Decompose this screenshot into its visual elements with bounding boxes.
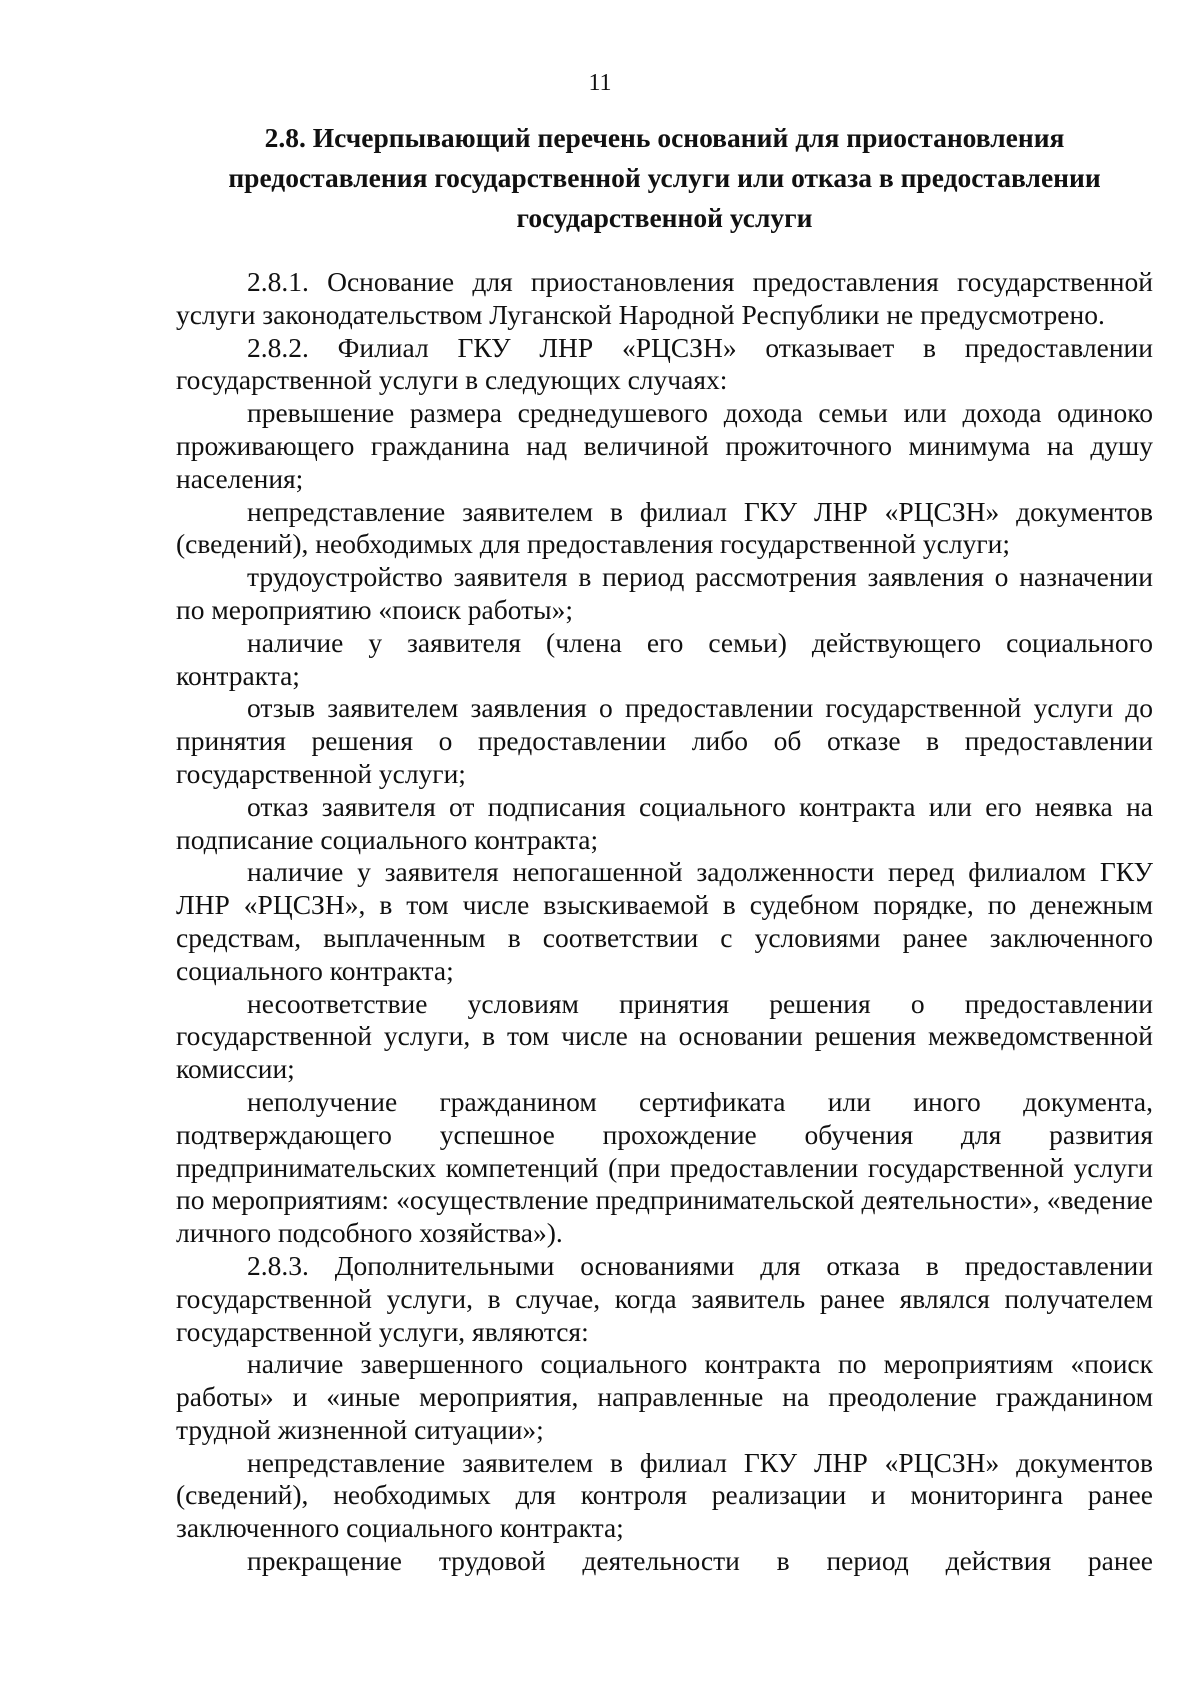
list-item: превышение размера среднедушевого дохода семьи или дохода одиноко проживающего гражданина над величиной прожиточного минимума на душу населения; [176, 397, 1153, 494]
list-item: прекращение трудовой деятельности в период действия ранее [247, 1545, 1153, 1577]
page-number: 11 [588, 70, 612, 96]
paragraph-2-8-3: 2.8.3. Дополнительными основаниями для отказа в предоставлении государственной услуги, в случае, когда заявитель ранее являлся получателем государственной услуги, являются: [176, 1249, 1153, 1347]
section-heading-line: государственной услуги [516, 202, 813, 233]
list-item: трудоустройство заявителя в период рассмотрения заявления о назначении по мероприятию «поиск работы»; [176, 561, 1153, 625]
list-item: непредставление заявителем в филиал ГКУ ЛНР «РЦСЗН» документов (сведений), необходимых для контроля реализации и мониторинга ранее заключенного социального контракта; [176, 1446, 1153, 1544]
list-item: отказ заявителя от подписания социального контракта или его неявка на подписание социального контракта; [176, 790, 1153, 855]
list-item: непредставление заявителем в филиал ГКУ ЛНР «РЦСЗН» документов (сведений), необходимых для предоставления государственной услуги; [176, 495, 1153, 560]
section-heading [176, 118, 1153, 238]
section-heading-line: предоставления государственной услуги или отказа в предоставлении [228, 162, 1101, 193]
list-item: наличие у заявителя непогашенной задолженности перед филиалом ГКУ ЛНР «РЦСЗН», в том числе взыскиваемой в судебном порядке, по денежным средствам, выплаченным в соответствии с условиями ранее заключенного социального контракта; [176, 856, 1153, 986]
list-item: несоответствие условиям принятия решения о предоставлении государственной услуги, в том числе на основании решения межведомственной комиссии; [176, 987, 1153, 1085]
list-item: отзыв заявителем заявления о предоставлении государственной услуги до принятия решения о предоставлении либо об отказе в предоставлении государственной услуги; [176, 692, 1153, 789]
document-body [176, 266, 1153, 1578]
list-item: неполучение гражданином сертификата или иного документа, подтверждающего успешное прохождение обучения для развития предпринимательских компетенций (при предоставлении государственной услуги по мероприятиям: «осуществление предпринимательской деятельности», «ведение личного подсобного хозяйства»). [176, 1085, 1153, 1249]
paragraph-2-8-2: 2.8.2. Филиал ГКУ ЛНР «РЦСЗН» отказывает в предоставлении государственной услуги в следующих случаях: [176, 331, 1153, 396]
list-item: наличие у заявителя (члена его семьи) действующего социального контракта; [176, 626, 1153, 691]
list-item: наличие завершенного социального контракта по мероприятиям «поиск работы» и «иные мероприятия, направленные на преодоление гражданином трудной жизненной ситуации»; [176, 1348, 1153, 1445]
paragraph-2-8-1: 2.8.1. Основание для приостановления предоставления государственной услуги законодательством Луганской Народной Республики не предусмотрено. [176, 266, 1153, 330]
section-heading-line: 2.8. Исчерпывающий перечень оснований для приостановления [264, 122, 1065, 153]
